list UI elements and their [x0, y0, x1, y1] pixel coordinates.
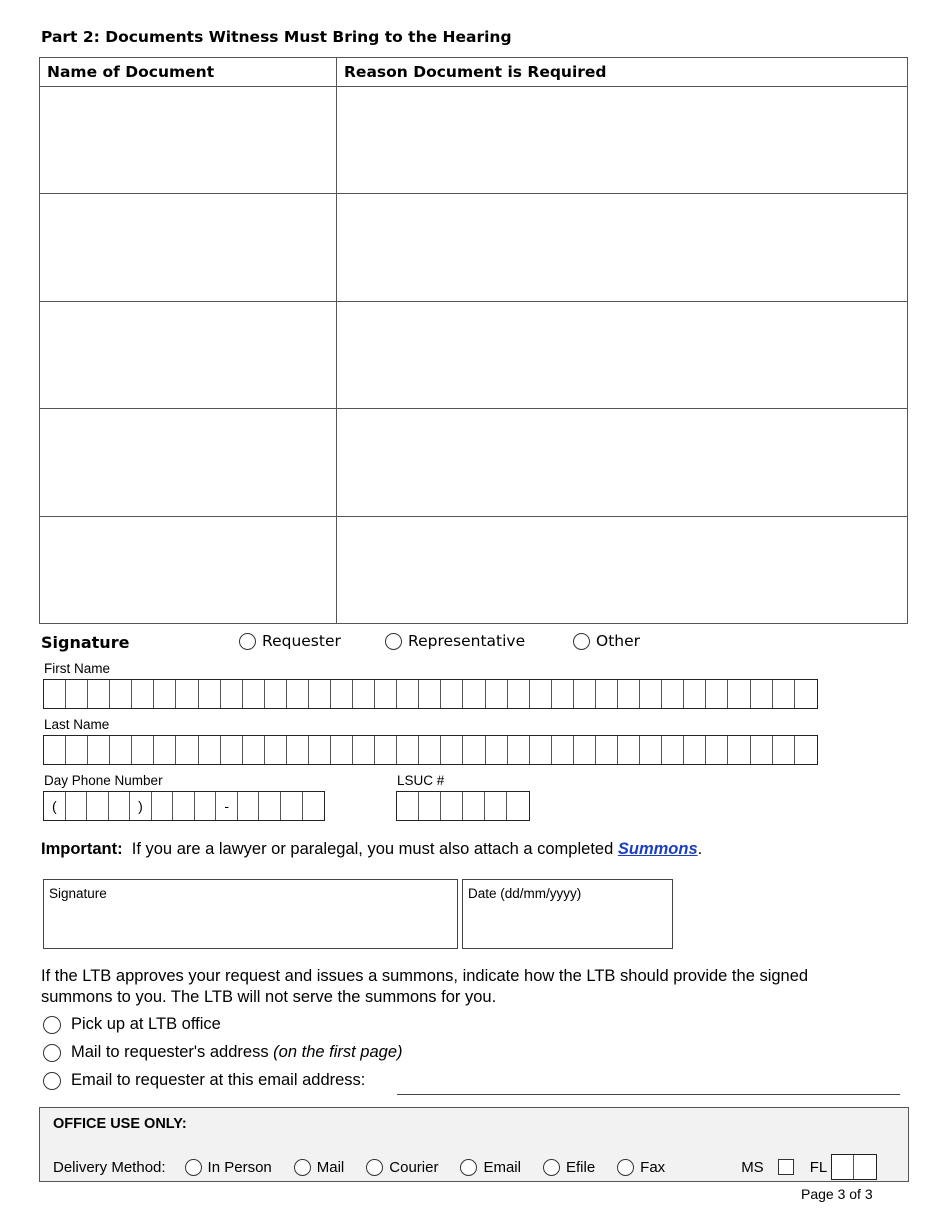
ms-label: MS [741, 1158, 764, 1176]
phone-dash: - [216, 792, 238, 820]
method-option-efile[interactable] [543, 1159, 595, 1176]
table-row [40, 194, 908, 301]
role-label: Requester [262, 632, 341, 650]
delivery-option-label: Pick up at LTB office [71, 1015, 221, 1033]
radio-button[interactable] [573, 633, 590, 650]
radio-button[interactable] [617, 1159, 634, 1176]
important-label: Important: [41, 840, 123, 858]
summons-link[interactable]: Summons [617, 840, 698, 858]
delivery-option-label: Email to requester at this email address: [71, 1071, 366, 1089]
radio-button[interactable] [43, 1016, 61, 1034]
method-label: Courier [389, 1158, 439, 1176]
radio-button[interactable] [43, 1044, 61, 1062]
method-option-fax[interactable] [617, 1159, 665, 1176]
document-reason-cell[interactable] [337, 194, 908, 301]
role-option-other[interactable] [573, 632, 640, 650]
delivery-option-note: (on the first page) [273, 1043, 403, 1061]
table-header-row [40, 58, 908, 87]
signature-field[interactable] [43, 879, 458, 949]
delivery-method-row [53, 1154, 877, 1180]
phone-close-paren: ) [130, 792, 152, 820]
email-address-input[interactable] [397, 1094, 900, 1095]
delivery-option-pickup[interactable] [43, 1015, 221, 1034]
radio-button[interactable] [239, 633, 256, 650]
radio-button[interactable] [185, 1159, 202, 1176]
column-header-reason: Reason Document is Required [337, 58, 908, 87]
method-label: Mail [316, 1158, 345, 1176]
table-row [40, 516, 908, 623]
role-label: Other [596, 632, 641, 650]
fl-field[interactable] [831, 1154, 877, 1180]
document-reason-cell[interactable] [337, 409, 908, 516]
method-option-mail[interactable] [294, 1159, 345, 1176]
radio-button[interactable] [460, 1159, 477, 1176]
first-name-field[interactable] [43, 679, 818, 709]
document-reason-cell[interactable] [337, 301, 908, 408]
role-label: Representative [408, 632, 526, 650]
page-number: Page 3 of 3 [801, 1186, 873, 1202]
delivery-instructions: If the LTB approves your request and issues a summons, indicate how the LTB should provide the signed summons to you. The LTB will not serve the summons for you. [41, 967, 809, 1006]
method-option-in-person[interactable] [185, 1159, 272, 1176]
important-end: . [697, 840, 703, 858]
last-name-label: Last Name [44, 717, 110, 732]
first-name-label: First Name [44, 661, 111, 676]
column-header-name-of-document: Name of Document [40, 58, 337, 87]
fl-label: FL [809, 1158, 828, 1176]
lsuc-label: LSUC # [397, 773, 445, 788]
delivery-option-email[interactable] [43, 1071, 365, 1090]
table-row [40, 87, 908, 194]
radio-button[interactable] [366, 1159, 383, 1176]
important-note [41, 840, 702, 859]
method-label: Fax [640, 1158, 666, 1176]
day-phone-field[interactable] [43, 791, 325, 821]
role-option-representative[interactable] [385, 632, 525, 650]
delivery-option-label: Mail to requester's address (on the first page) [71, 1043, 403, 1061]
radio-button[interactable] [543, 1159, 560, 1176]
documents-table [39, 57, 908, 624]
document-name-cell[interactable] [40, 301, 337, 408]
office-use-panel [39, 1107, 909, 1182]
signature-heading: Signature [41, 633, 130, 652]
method-label: Email [483, 1158, 521, 1176]
method-label: Efile [565, 1158, 596, 1176]
radio-button[interactable] [294, 1159, 311, 1176]
document-name-cell[interactable] [40, 87, 337, 194]
signature-field-label: Signature [49, 886, 107, 901]
phone-open-paren: ( [44, 792, 66, 820]
method-label: In Person [207, 1158, 272, 1176]
delivery-option-mail[interactable] [43, 1043, 403, 1062]
radio-button[interactable] [385, 633, 402, 650]
ms-checkbox[interactable] [778, 1159, 794, 1175]
document-reason-cell[interactable] [337, 516, 908, 623]
date-field-label: Date (dd/mm/yyyy) [468, 886, 582, 901]
role-option-requester[interactable] [239, 632, 341, 650]
table-row [40, 301, 908, 408]
document-reason-cell[interactable] [337, 87, 908, 194]
part-2-title: Part 2: Documents Witness Must Bring to the Hearing [41, 28, 512, 46]
document-name-cell[interactable] [40, 516, 337, 623]
table-row [40, 409, 908, 516]
delivery-method-label: Delivery Method: [53, 1158, 166, 1176]
document-name-cell[interactable] [40, 409, 337, 516]
day-phone-label: Day Phone Number [44, 773, 163, 788]
office-use-title: OFFICE USE ONLY: [53, 1116, 187, 1132]
lsuc-field[interactable] [396, 791, 530, 821]
method-option-email[interactable] [460, 1159, 521, 1176]
important-text: If you are a lawyer or paralegal, you must also attach a completed [131, 840, 614, 858]
document-name-cell[interactable] [40, 194, 337, 301]
radio-button[interactable] [43, 1072, 61, 1090]
last-name-field[interactable] [43, 735, 818, 765]
date-field[interactable] [462, 879, 673, 949]
method-option-courier[interactable] [366, 1159, 438, 1176]
